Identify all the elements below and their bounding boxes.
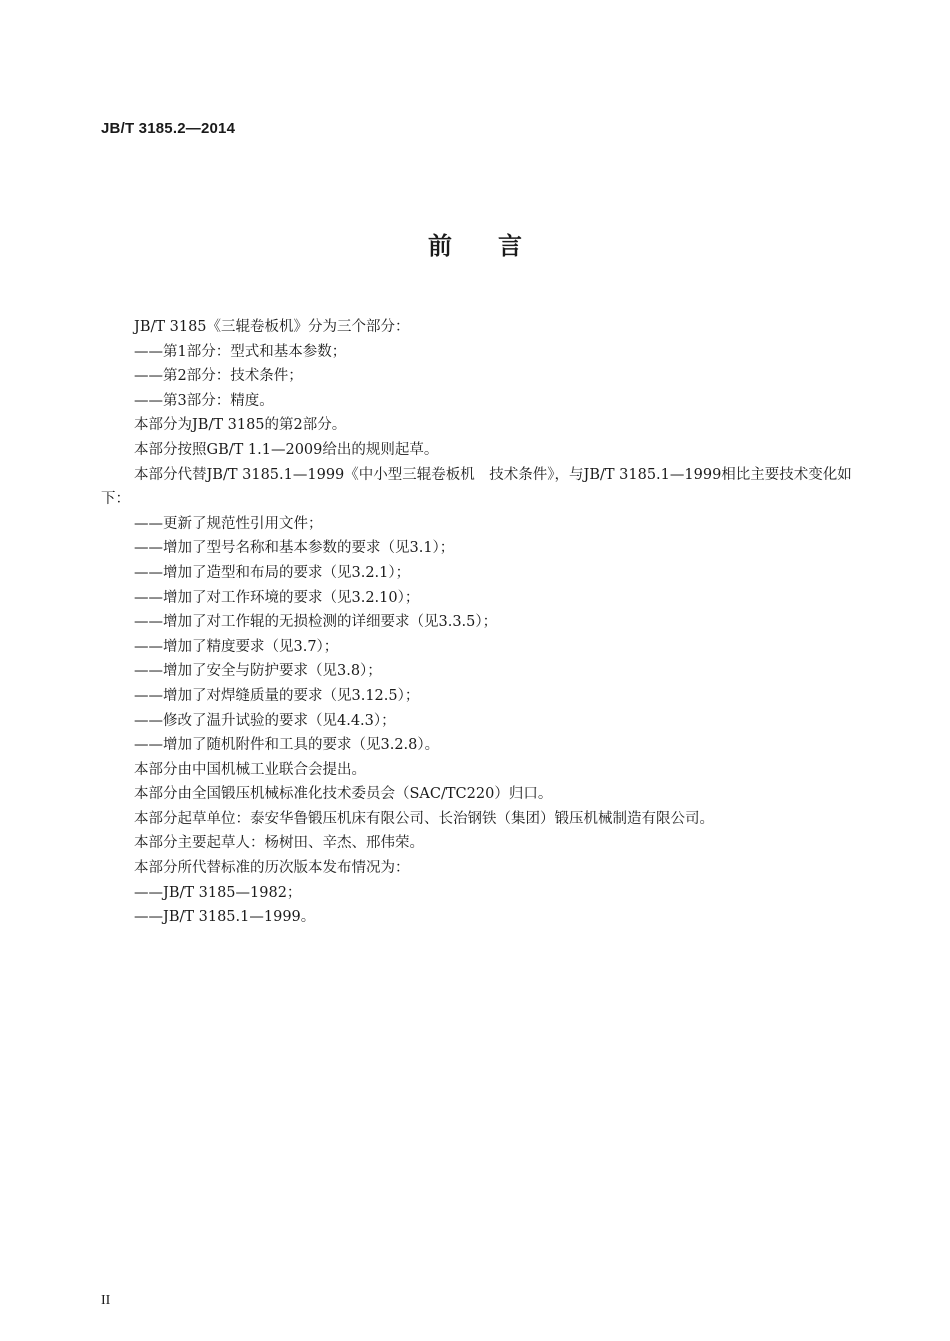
list-item: ——第3部分：精度。: [134, 392, 274, 409]
list-item: ——增加了对工作环境的要求（见3.2.10）；: [134, 589, 420, 606]
list-item: ——JB/T 3185—1982；: [134, 884, 302, 901]
list-item: ——增加了型号名称和基本参数的要求（见3.1）；: [134, 540, 455, 557]
list-item: ——增加了安全与防护要求（见3.8）；: [134, 663, 382, 680]
paragraph: 本部分由全国锻压机械标准化技术委员会（SAC/TC220）归口。: [134, 786, 553, 803]
list-item: ——更新了规范性引用文件；: [134, 515, 323, 532]
paragraph: 本部分为JB/T 3185的第2部分。: [134, 417, 347, 434]
paragraph: 本部分起草单位：泰安华鲁锻压机床有限公司、长治钢铁（集团）锻压机械制造有限公司。: [134, 810, 714, 827]
list-item: ——JB/T 3185.1—1999。: [134, 909, 316, 926]
paragraph: 本部分所代替标准的历次版本发布情况为：: [134, 860, 410, 877]
page-number: II: [101, 1293, 111, 1308]
document-body: [101, 315, 861, 930]
paragraph: 本部分按照GB/T 1.1—2009给出的规则起草。: [134, 441, 439, 458]
list-item: ——增加了造型和布局的要求（见3.2.1）；: [134, 564, 411, 581]
paragraph: JB/T 3185《三辊卷板机》分为三个部分：: [134, 319, 410, 335]
list-item: ——增加了对工作辊的无损检测的详细要求（见3.3.5）；: [134, 614, 498, 631]
list-item: ——第1部分：型式和基本参数；: [134, 343, 347, 360]
paragraph: 本部分代替JB/T 3185.1—1999《中小型三辊卷板机 技术条件》，与JB/T 3185.1—1999相比主要技术变化如下：: [101, 466, 852, 508]
list-item: ——增加了对焊缝质量的要求（见3.12.5）；: [134, 687, 420, 704]
page-title: 前言: [428, 232, 568, 260]
list-item: ——增加了精度要求（见3.7）；: [134, 638, 339, 655]
list-item: ——第2部分：技术条件；: [134, 368, 303, 385]
list-item: ——修改了温升试验的要求（见4.4.3）；: [134, 712, 396, 729]
list-item: ——增加了随机附件和工具的要求（见3.2.8）。: [134, 737, 440, 754]
standard-code: JB/T 3185.2—2014: [101, 120, 236, 137]
paragraph: 本部分主要起草人：杨树田、辛杰、邢伟荣。: [134, 835, 424, 852]
paragraph: 本部分由中国机械工业联合会提出。: [134, 761, 366, 778]
